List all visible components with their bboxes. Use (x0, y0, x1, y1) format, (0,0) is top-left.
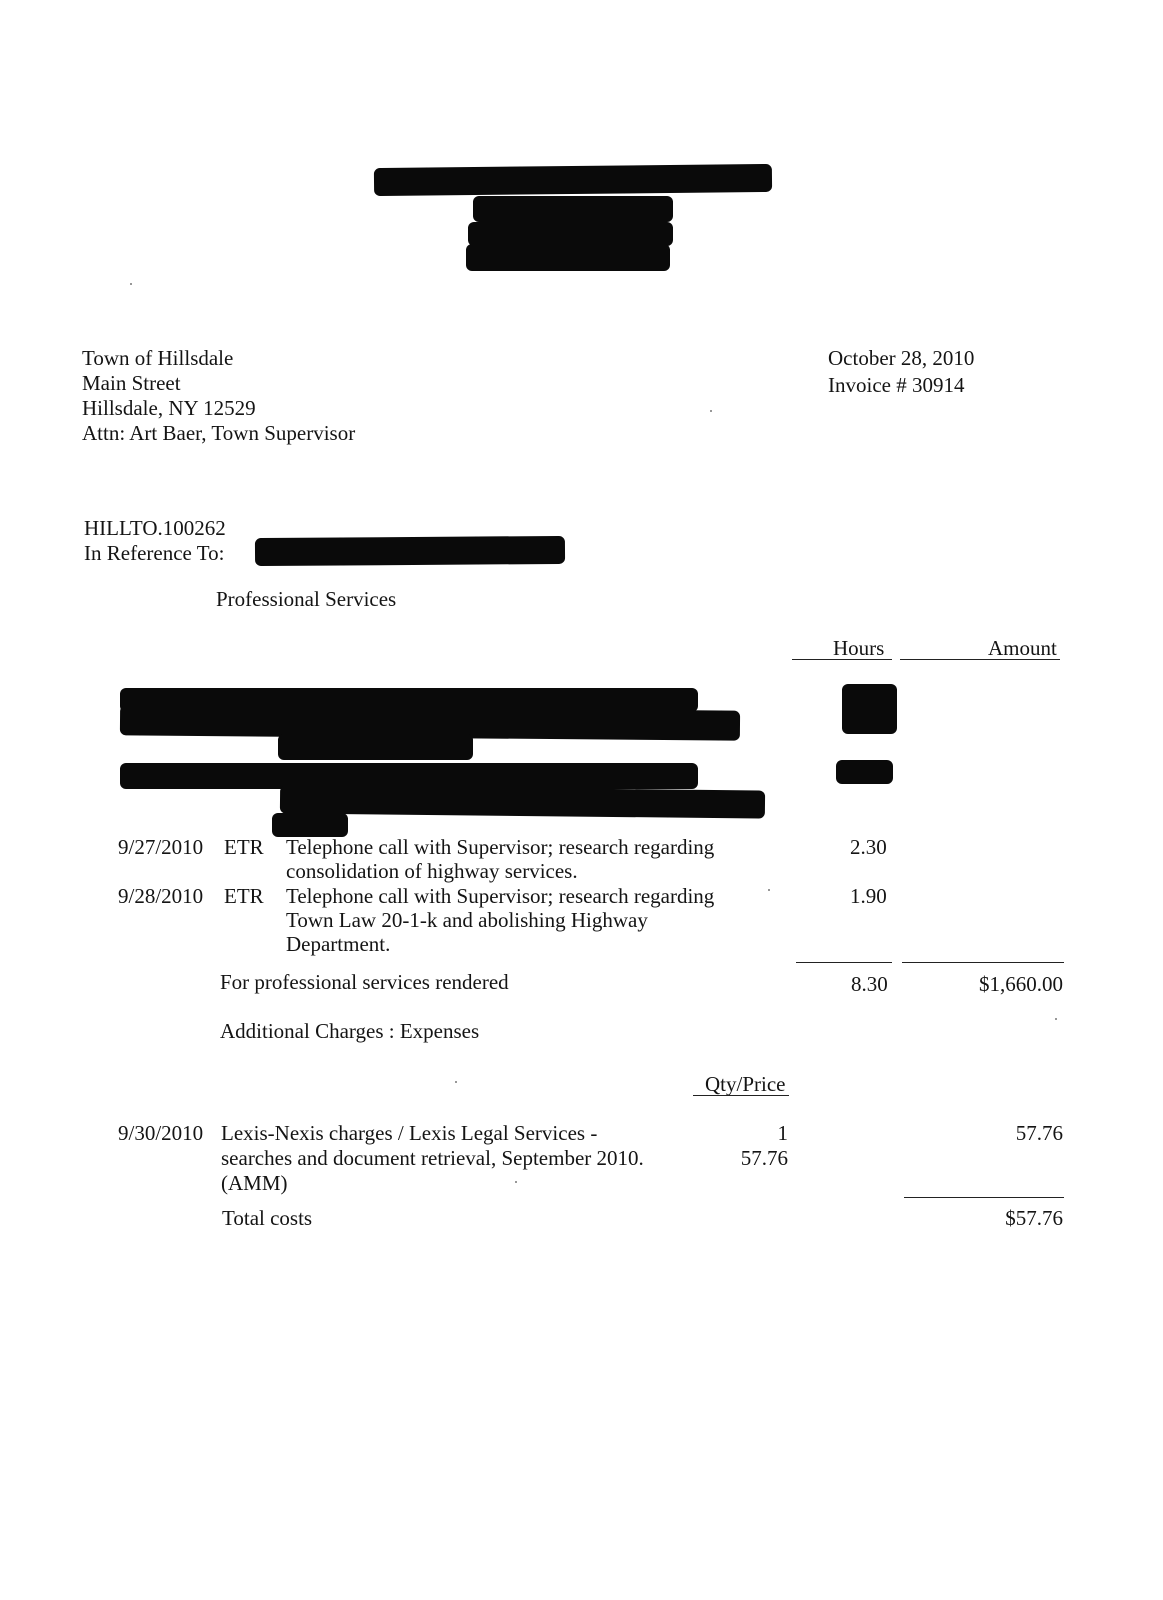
entry-initials: ETR (224, 835, 264, 859)
entry-date: 9/27/2010 (118, 835, 204, 859)
hours-column-header: Hours (833, 636, 885, 660)
recipient-attn: Attn: Art Baer, Town Supervisor (82, 421, 356, 445)
scan-speck (1055, 1018, 1057, 1020)
scan-speck (130, 283, 132, 285)
expenses-heading: Additional Charges : Expenses (220, 1019, 480, 1043)
professional-services-heading: Professional Services (216, 587, 397, 611)
redacted-entry-line-5 (280, 785, 765, 818)
expense-amount: 57.76 (1015, 1121, 1063, 1145)
services-total-hours: 8.30 (851, 972, 888, 996)
invoice-number: Invoice # 30914 (828, 373, 965, 397)
entry-description-line: Telephone call with Supervisor; research regarding (286, 835, 715, 859)
scan-speck (710, 410, 712, 412)
entry-hours: 2.30 (850, 835, 887, 859)
redacted-hours-1 (842, 684, 897, 734)
hours-header-rule (792, 659, 892, 660)
reference-label: In Reference To: (84, 541, 225, 565)
entry-description-line: Telephone call with Supervisor; research regarding (286, 884, 715, 908)
redacted-letterhead-line-1 (374, 164, 772, 196)
costs-total-label: Total costs (222, 1206, 313, 1230)
entry-description-line: consolidation of highway services. (286, 859, 578, 883)
matter-code: HILLTO.100262 (84, 516, 226, 540)
services-total-label: For professional services rendered (220, 970, 509, 994)
costs-total-amount: $57.76 (1005, 1206, 1063, 1230)
redacted-letterhead-line-3 (468, 222, 673, 246)
entry-hours: 1.90 (850, 884, 887, 908)
redacted-entry-line-4 (120, 763, 698, 789)
expense-qty: 1 (777, 1121, 788, 1145)
expense-price: 57.76 (740, 1146, 788, 1170)
amount-column-header: Amount (988, 636, 1057, 660)
qty-price-header-rule (693, 1095, 789, 1096)
entry-date: 9/28/2010 (118, 884, 204, 908)
expense-description-line: (AMM) (221, 1171, 288, 1195)
redacted-letterhead-line-4 (466, 244, 670, 271)
redacted-entry-line-3 (278, 734, 473, 760)
redacted-letterhead-line-2 (473, 196, 673, 222)
entry-description-line: Department. (286, 932, 391, 956)
hours-total-rule (796, 962, 892, 963)
recipient-name: Town of Hillsdale (82, 346, 234, 370)
scan-speck (455, 1081, 457, 1083)
amount-header-rule (900, 659, 1060, 660)
redacted-reference (255, 536, 565, 566)
services-total-amount: $1,660.00 (979, 972, 1063, 996)
redacted-entry-line-6 (272, 813, 348, 837)
recipient-street: Main Street (82, 371, 181, 395)
invoice-date: October 28, 2010 (828, 346, 975, 370)
costs-total-rule (904, 1197, 1064, 1198)
scan-speck (515, 1181, 517, 1183)
recipient-city: Hillsdale, NY 12529 (82, 396, 256, 420)
expense-description-line: searches and document retrieval, September 2010. (221, 1146, 644, 1170)
amount-total-rule (902, 962, 1064, 963)
expense-date: 9/30/2010 (118, 1121, 204, 1145)
qty-price-column-header: Qty/Price (705, 1072, 786, 1096)
scan-speck (768, 889, 770, 891)
redacted-hours-2 (836, 760, 893, 784)
expense-description-line: Lexis-Nexis charges / Lexis Legal Services - (221, 1121, 598, 1145)
entry-description-line: Town Law 20-1-k and abolishing Highway (286, 908, 648, 932)
entry-initials: ETR (224, 884, 264, 908)
